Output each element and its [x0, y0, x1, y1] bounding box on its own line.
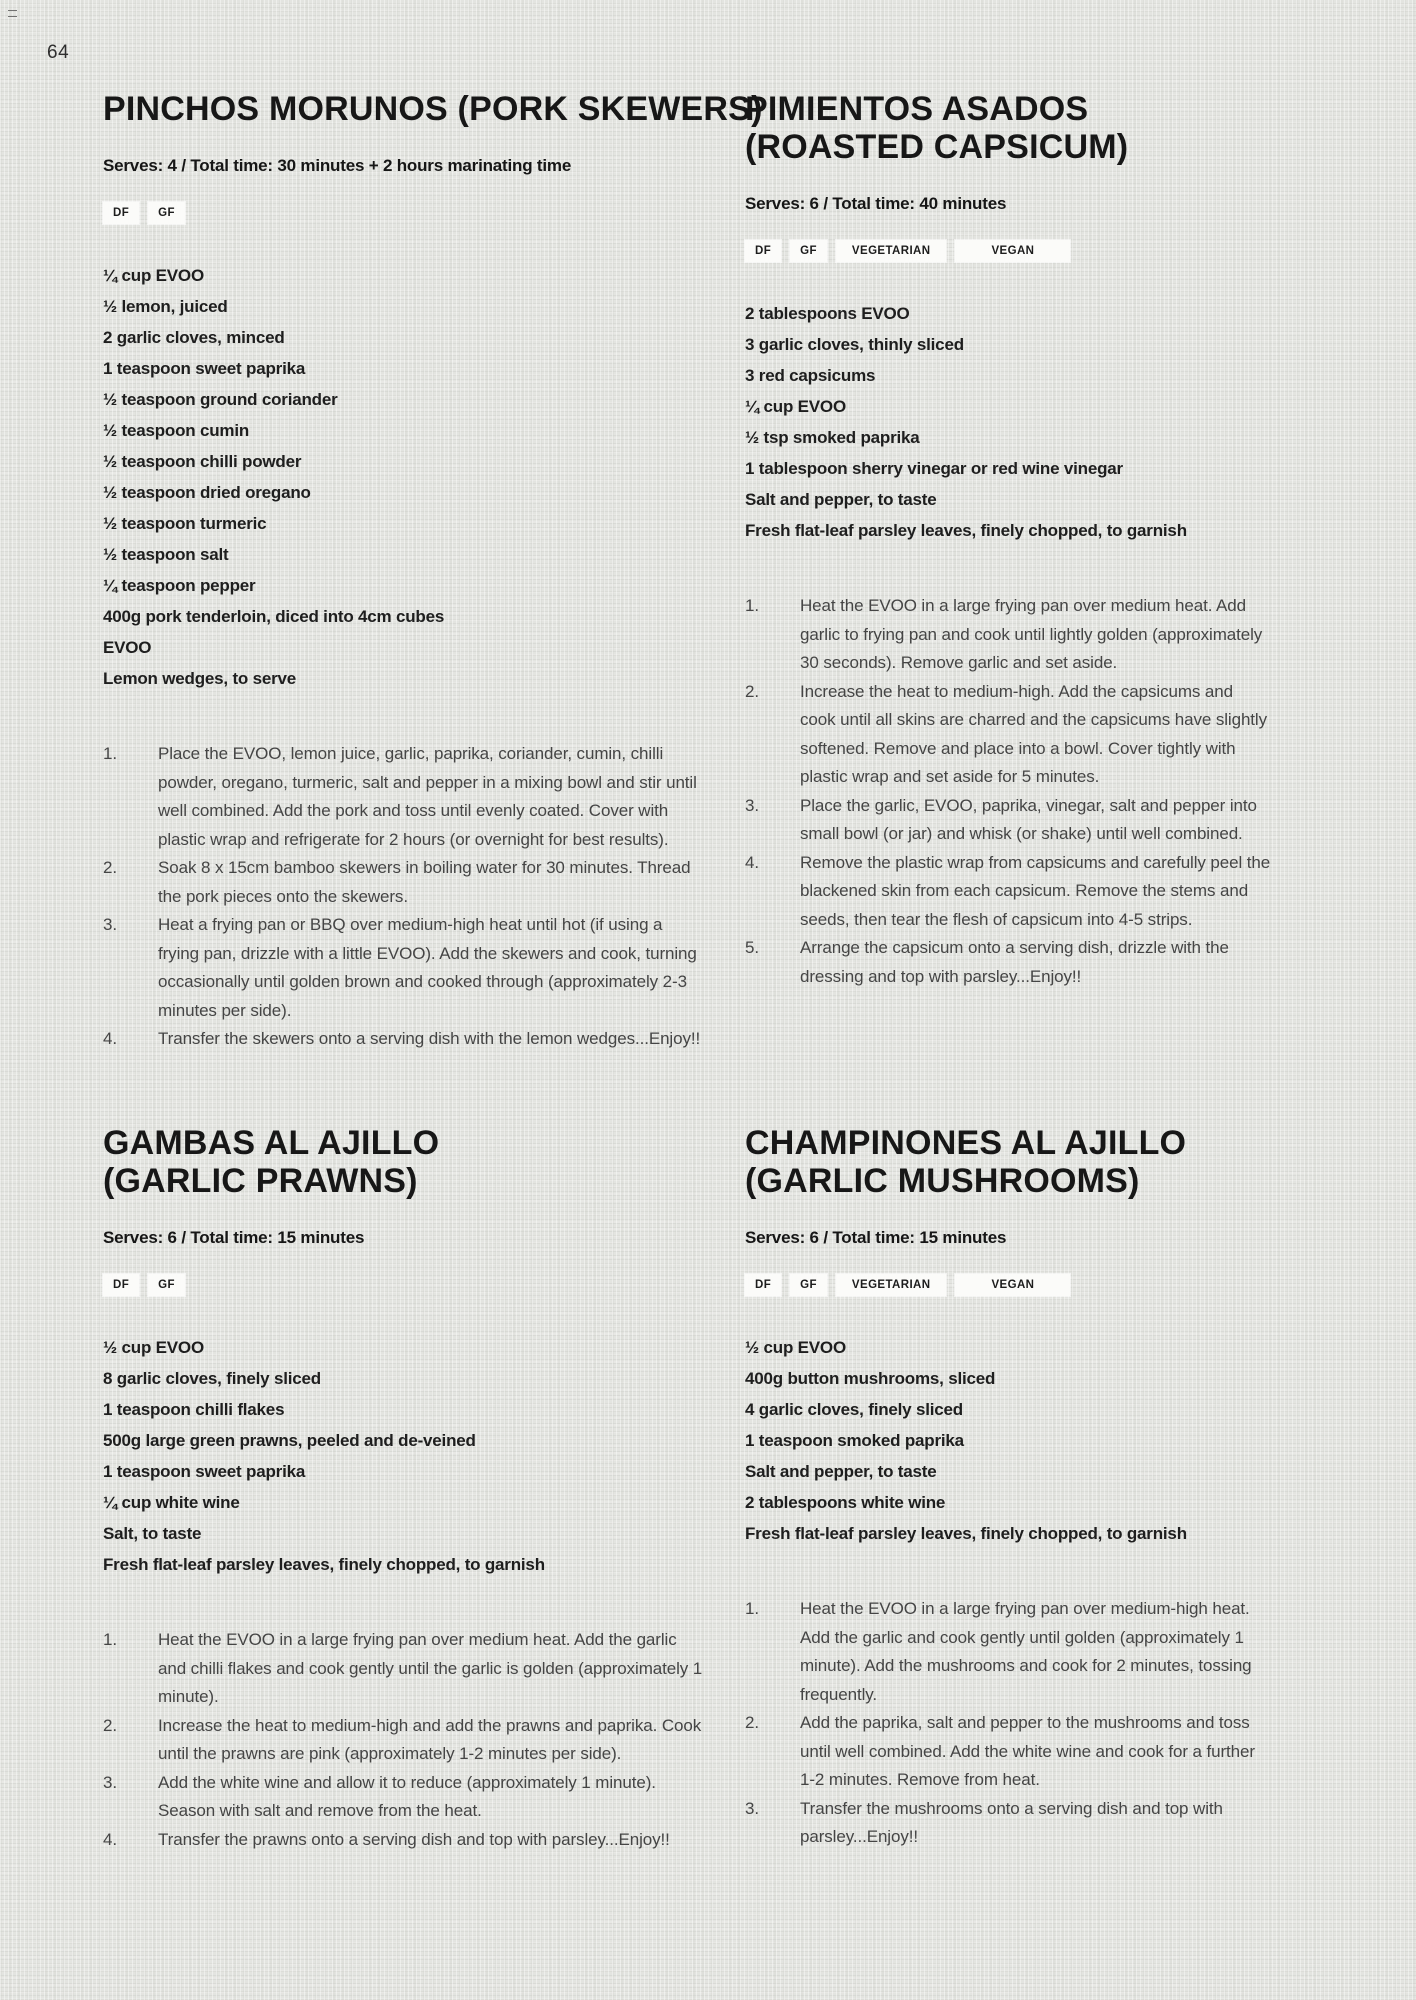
- serves-total-time: Serves: 6 / Total time: 15 minutes: [103, 1228, 365, 1248]
- ingredients-list: [103, 260, 703, 694]
- method-steps: [103, 1626, 703, 1854]
- ingredient-item: Lemon wedges, to serve: [103, 669, 297, 689]
- ingredient-item: 1 teaspoon chilli flakes: [103, 1400, 285, 1420]
- dietary-badges: [745, 1274, 1273, 1296]
- step-number: 4.: [103, 1829, 117, 1849]
- step-number: 1.: [103, 1630, 117, 1650]
- ingredient-item: 400g pork tenderloin, diced into 4cm cubes: [103, 607, 445, 627]
- step-number: 1.: [745, 596, 759, 616]
- dietary-badge: VEGAN: [955, 1274, 1070, 1296]
- step-number: 3.: [103, 1772, 117, 1792]
- step-text: Heat the EVOO in a large frying pan over medium-high heat. Add the garlic and cook gently until golden (approximately 1 minute). Add the mushrooms and cook for 2 minutes, tossing frequently.: [800, 1599, 1252, 1704]
- step-item: [745, 678, 1273, 792]
- ingredient-item: Fresh flat-leaf parsley leaves, finely chopped, to garnish: [745, 521, 1187, 541]
- step-number: 3.: [103, 915, 117, 935]
- step-number: 4.: [745, 852, 759, 872]
- recipe-title-line: PINCHOS MORUNOS (PORK SKEWERS): [103, 90, 763, 129]
- method-steps: [103, 740, 703, 1054]
- dietary-badge: VEGETARIAN: [836, 1274, 947, 1296]
- recipe-card: [103, 62, 763, 1054]
- step-text: Transfer the mushrooms onto a serving dish and top with parsley...Enjoy!!: [800, 1798, 1223, 1847]
- step-number: 3.: [745, 1798, 759, 1818]
- page-number: 64: [47, 42, 70, 63]
- step-number: 4.: [103, 1029, 117, 1049]
- dietary-badge: GF: [148, 1274, 185, 1296]
- dietary-badges: [103, 202, 703, 224]
- ingredient-item: ¼ cup EVOO: [103, 266, 204, 286]
- recipe-title-line: (GARLIC MUSHROOMS): [745, 1162, 1140, 1201]
- recipe-title-line: (ROASTED CAPSICUM): [745, 128, 1129, 167]
- dietary-badge: GF: [790, 1274, 827, 1296]
- step-number: 2.: [745, 681, 759, 701]
- recipe-title-line: (GARLIC PRAWNS): [103, 1162, 418, 1201]
- serves-total-time: Serves: 6 / Total time: 40 minutes: [745, 194, 1007, 214]
- dietary-badge: DF: [103, 1274, 139, 1296]
- ingredient-item: ½ cup EVOO: [103, 1338, 204, 1358]
- step-number: 3.: [745, 795, 759, 815]
- ingredient-item: 4 garlic cloves, finely sliced: [745, 1400, 963, 1420]
- ingredient-item: 8 garlic cloves, finely sliced: [103, 1369, 321, 1389]
- dietary-badges: [745, 240, 1273, 262]
- recipe-title-line: CHAMPINONES AL AJILLO: [745, 1124, 1187, 1163]
- step-text: Transfer the prawns onto a serving dish and top with parsley...Enjoy!!: [158, 1829, 670, 1849]
- recipe-title: [745, 90, 1273, 166]
- ingredient-item: 1 teaspoon sweet paprika: [103, 359, 306, 379]
- ingredient-item: ½ cup EVOO: [745, 1338, 846, 1358]
- step-text: Transfer the skewers onto a serving dish with the lemon wedges...Enjoy!!: [158, 1029, 701, 1049]
- ingredient-item: EVOO: [103, 638, 152, 658]
- step-item: [745, 792, 1273, 849]
- dietary-badge: VEGETARIAN: [836, 240, 947, 262]
- print-registration-mark: [8, 10, 17, 17]
- step-number: 5.: [745, 938, 759, 958]
- ingredient-item: ½ teaspoon cumin: [103, 421, 250, 441]
- step-item: [103, 911, 703, 1025]
- dietary-badge: DF: [745, 1274, 781, 1296]
- recipe-title: [103, 90, 763, 129]
- ingredient-item: 400g button mushrooms, sliced: [745, 1369, 996, 1389]
- step-item: [745, 1795, 1273, 1852]
- ingredient-item: ½ teaspoon dried oregano: [103, 483, 311, 503]
- ingredient-item: 2 tablespoons white wine: [745, 1493, 946, 1513]
- step-item: [745, 1595, 1273, 1709]
- step-text: Arrange the capsicum onto a serving dish, drizzle with the dressing and top with parsley...Enjoy!!: [800, 938, 1229, 986]
- ingredient-item: Salt and pepper, to taste: [745, 490, 937, 510]
- dietary-badge: VEGAN: [955, 240, 1070, 262]
- step-item: [103, 1826, 703, 1855]
- dietary-badge: GF: [790, 240, 827, 262]
- dietary-badges: [103, 1274, 703, 1296]
- ingredient-item: ¼ cup EVOO: [745, 397, 846, 417]
- step-text: Place the garlic, EVOO, paprika, vinegar, salt and pepper into small bowl (or jar) and whisk (or shake) until well combined.: [800, 795, 1257, 844]
- ingredient-item: Fresh flat-leaf parsley leaves, finely chopped, to garnish: [103, 1555, 545, 1575]
- step-number: 1.: [103, 744, 117, 764]
- ingredient-item: 500g large green prawns, peeled and de-veined: [103, 1431, 476, 1451]
- ingredient-item: 3 red capsicums: [745, 366, 876, 386]
- step-item: [103, 1626, 703, 1712]
- serves-total-time: Serves: 6 / Total time: 15 minutes: [745, 1228, 1007, 1248]
- step-text: Place the EVOO, lemon juice, garlic, paprika, coriander, cumin, chilli powder, oregano, turmeric, salt and pepper in a mixing bowl and stir until well combined. Add the pork and toss until evenly coated. Cover with plastic wrap and refrigerate for 2 hours (or overnight for best results).: [158, 744, 697, 849]
- serves-total-time: Serves: 4 / Total time: 30 minutes + 2 hours marinating time: [103, 156, 572, 176]
- step-text: Heat a frying pan or BBQ over medium-high heat until hot (if using a frying pan, drizzle with a little EVOO). Add the skewers and cook, turning occasionally until golden brown and cooked through (approximately 2-3 minutes per side).: [158, 915, 697, 1020]
- step-item: [745, 1709, 1273, 1795]
- ingredient-item: ½ lemon, juiced: [103, 297, 228, 317]
- step-text: Remove the plastic wrap from capsicums and carefully peel the blackened skin from each capsicum. Remove the stems and seeds, then tear the flesh of capsicum into 4-5 strips.: [800, 852, 1271, 929]
- step-item: [103, 854, 703, 911]
- ingredient-item: ¼ cup white wine: [103, 1493, 240, 1513]
- ingredient-item: 3 garlic cloves, thinly sliced: [745, 335, 964, 355]
- method-steps: [745, 1595, 1273, 1852]
- step-number: 2.: [103, 858, 117, 878]
- step-number: 2.: [103, 1715, 117, 1735]
- recipe-card: [745, 1096, 1273, 1852]
- ingredient-item: ¼ teaspoon pepper: [103, 576, 256, 596]
- ingredient-item: 1 tablespoon sherry vinegar or red wine vinegar: [745, 459, 1123, 479]
- step-item: [745, 592, 1273, 678]
- ingredient-item: ½ teaspoon salt: [103, 545, 229, 565]
- step-item: [745, 849, 1273, 935]
- ingredient-item: Fresh flat-leaf parsley leaves, finely chopped, to garnish: [745, 1524, 1187, 1544]
- dietary-badge: DF: [103, 202, 139, 224]
- recipe-card: [745, 62, 1273, 991]
- step-item: [103, 1712, 703, 1769]
- recipe-title-line: PIMIENTOS ASADOS: [745, 90, 1089, 129]
- step-text: Increase the heat to medium-high and add the prawns and paprika. Cook until the prawns are pink (approximately 1-2 minutes per side).: [158, 1715, 702, 1764]
- recipe-title-line: GAMBAS AL AJILLO: [103, 1124, 440, 1163]
- ingredients-list: [745, 298, 1273, 546]
- step-item: [103, 1769, 703, 1826]
- ingredient-item: 2 tablespoons EVOO: [745, 304, 910, 324]
- ingredient-item: Salt, to taste: [103, 1524, 202, 1544]
- method-steps: [745, 592, 1273, 991]
- step-text: Soak 8 x 15cm bamboo skewers in boiling water for 30 minutes. Thread the pork pieces onto the skewers.: [158, 858, 691, 906]
- ingredients-list: [103, 1332, 703, 1580]
- step-number: 2.: [745, 1713, 759, 1733]
- dietary-badge: GF: [148, 202, 185, 224]
- ingredient-item: 1 teaspoon sweet paprika: [103, 1462, 306, 1482]
- step-text: Add the white wine and allow it to reduce (approximately 1 minute). Season with salt and remove from the heat.: [158, 1772, 656, 1821]
- recipe-title: [745, 1124, 1273, 1200]
- ingredients-list: [745, 1332, 1273, 1549]
- ingredient-item: Salt and pepper, to taste: [745, 1462, 937, 1482]
- ingredient-item: ½ teaspoon ground coriander: [103, 390, 338, 410]
- step-item: [745, 934, 1273, 991]
- step-text: Add the paprika, salt and pepper to the mushrooms and toss until well combined. Add the white wine and cook for a further 1-2 minutes. Remove from heat.: [800, 1713, 1255, 1790]
- ingredient-item: 2 garlic cloves, minced: [103, 328, 285, 348]
- step-item: [103, 740, 703, 854]
- ingredient-item: ½ teaspoon chilli powder: [103, 452, 302, 472]
- step-text: Heat the EVOO in a large frying pan over medium heat. Add garlic to frying pan and cook until lightly golden (approximately 30 seconds). Remove garlic and set aside.: [800, 596, 1263, 673]
- recipe-title: [103, 1124, 703, 1200]
- step-text: Increase the heat to medium-high. Add the capsicums and cook until all skins are charred and the capsicums have slightly softened. Remove and place into a bowl. Cover tightly with plastic wrap and set aside for 5 minutes.: [800, 681, 1268, 787]
- recipe-card: [103, 1096, 703, 1854]
- step-item: [103, 1025, 703, 1054]
- ingredient-item: ½ tsp smoked paprika: [745, 428, 920, 448]
- dietary-badge: DF: [745, 240, 781, 262]
- step-text: Heat the EVOO in a large frying pan over medium heat. Add the garlic and chilli flakes and cook gently until the garlic is golden (approximately 1 minute).: [158, 1630, 703, 1707]
- ingredient-item: ½ teaspoon turmeric: [103, 514, 267, 534]
- ingredient-item: 1 teaspoon smoked paprika: [745, 1431, 964, 1451]
- step-number: 1.: [745, 1599, 759, 1619]
